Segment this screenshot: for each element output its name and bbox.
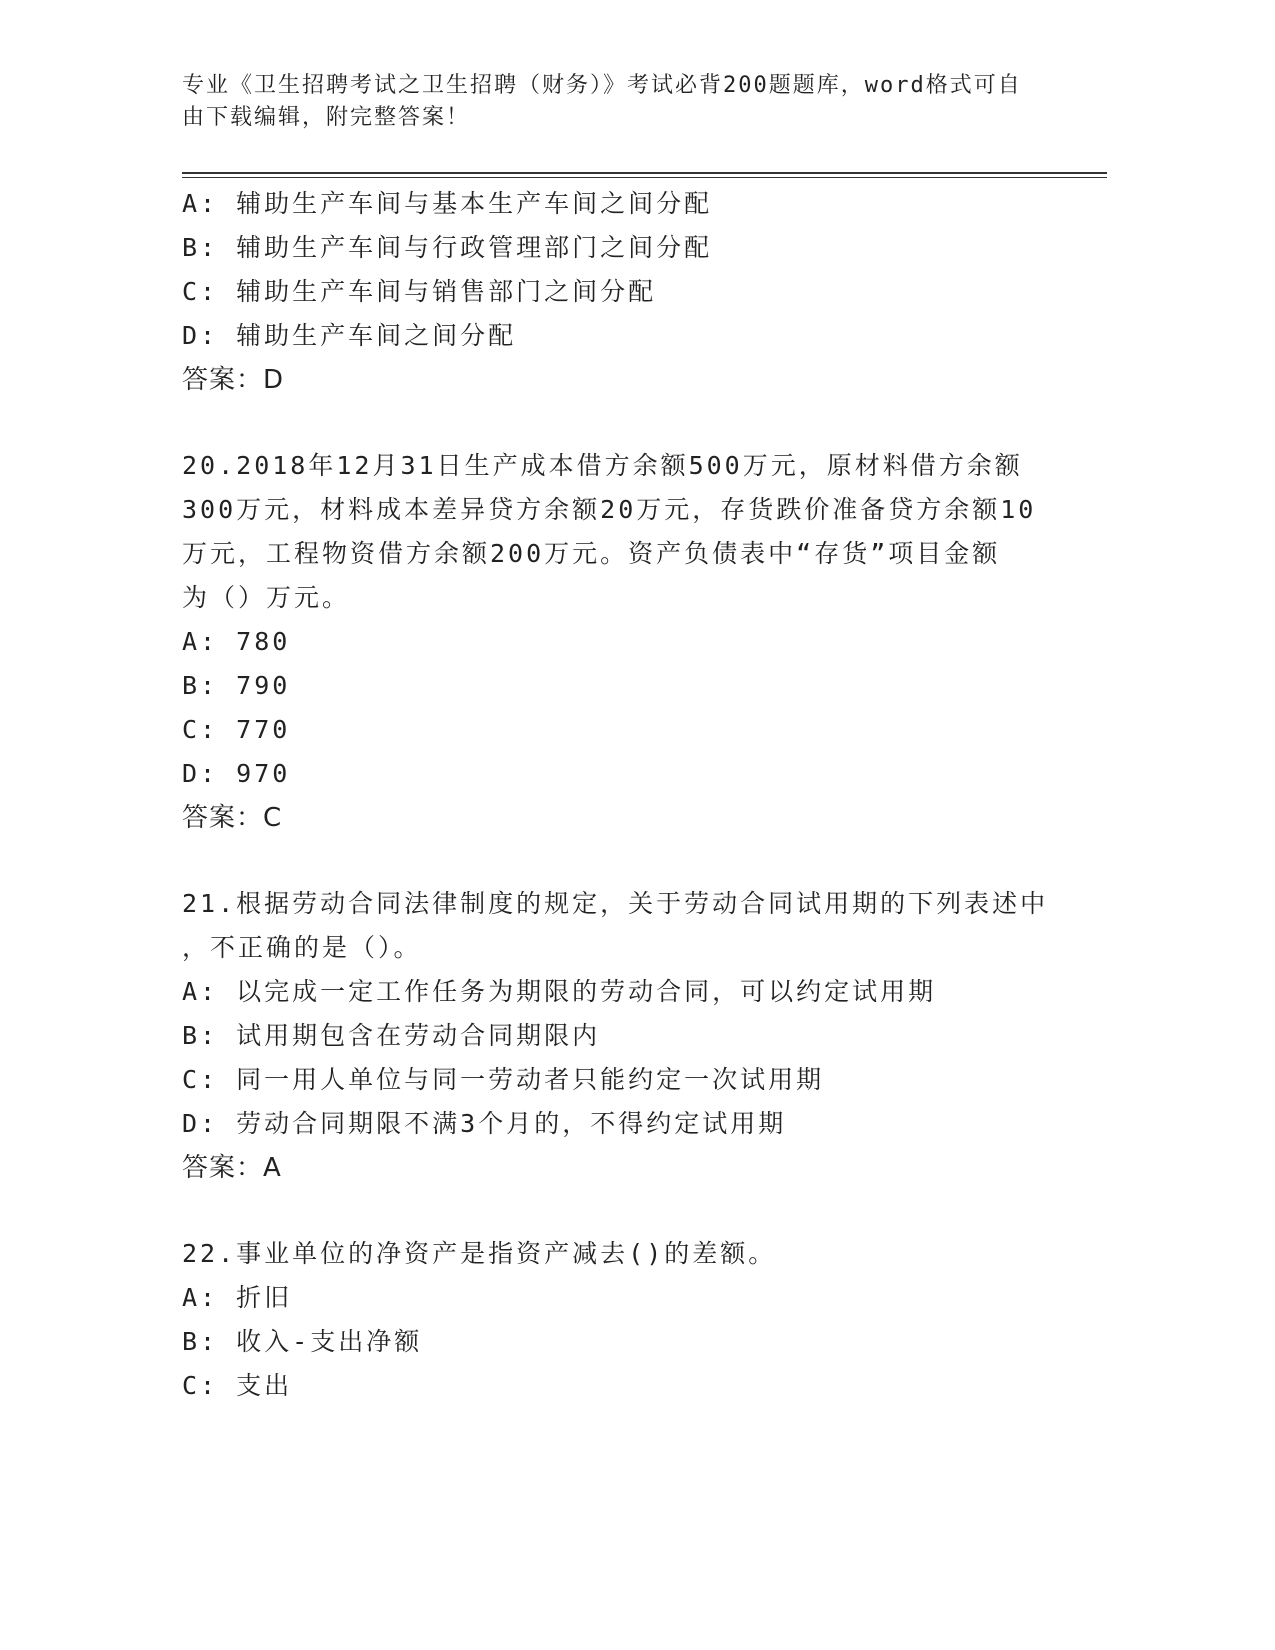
option-b: B: 790 — [182, 671, 291, 700]
question-block-19 — [182, 182, 1082, 402]
document-header — [182, 70, 1042, 134]
option-c: C: 同一用人单位与同一劳动者只能约定一次试用期 — [182, 1065, 825, 1094]
document-body — [182, 182, 1082, 1408]
option-d: D: 劳动合同期限不满3个月的，不得约定试用期 — [182, 1109, 787, 1138]
option-a: A: 折旧 — [182, 1283, 293, 1312]
header-line-1: 专业《卫生招聘考试之卫生招聘（财务）》考试必背200题题库，word格式可自 — [182, 73, 1022, 98]
question-text-line: 为（）万元。 — [182, 583, 351, 612]
answer-line: 答案：A — [182, 1153, 282, 1183]
header-divider-thick — [182, 172, 1107, 174]
option-a: A: 辅助生产车间与基本生产车间之间分配 — [182, 189, 713, 218]
question-text-line: ，不正确的是（）。 — [182, 933, 422, 962]
option-c: C: 辅助生产车间与销售部门之间分配 — [182, 277, 657, 306]
answer-line: 答案：D — [182, 365, 285, 395]
header-divider-thin — [182, 177, 1107, 178]
header-line-2: 由下载编辑，附完整答案！ — [182, 105, 471, 130]
question-text-line: 万元，工程物资借方余额200万元。资产负债表中“存货”项目金额 — [182, 539, 1001, 568]
question-text-line: 300万元，材料成本差异贷方余额20万元，存货跌价准备贷方余额10 — [182, 495, 1037, 524]
question-block-20 — [182, 444, 1082, 840]
answer-line: 答案：C — [182, 803, 283, 833]
question-block-22 — [182, 1232, 1082, 1408]
option-a: A: 以完成一定工作任务为期限的劳动合同，可以约定试用期 — [182, 977, 937, 1006]
option-d: D: 970 — [182, 759, 291, 788]
question-text-line: 22.事业单位的净资产是指资产减去()的差额。 — [182, 1239, 777, 1268]
option-b: B: 收入-支出净额 — [182, 1327, 423, 1356]
option-c: C: 770 — [182, 715, 291, 744]
option-c: C: 支出 — [182, 1371, 293, 1400]
question-block-21 — [182, 882, 1082, 1190]
option-a: A: 780 — [182, 627, 291, 656]
question-text-line: 20.2018年12月31日生产成本借方余额500万元，原材料借方余额 — [182, 451, 1023, 480]
option-d: D: 辅助生产车间之间分配 — [182, 321, 517, 350]
question-text-line: 21.根据劳动合同法律制度的规定，关于劳动合同试用期的下列表述中 — [182, 889, 1049, 918]
option-b: B: 辅助生产车间与行政管理部门之间分配 — [182, 233, 713, 262]
option-b: B: 试用期包含在劳动合同期限内 — [182, 1021, 601, 1050]
